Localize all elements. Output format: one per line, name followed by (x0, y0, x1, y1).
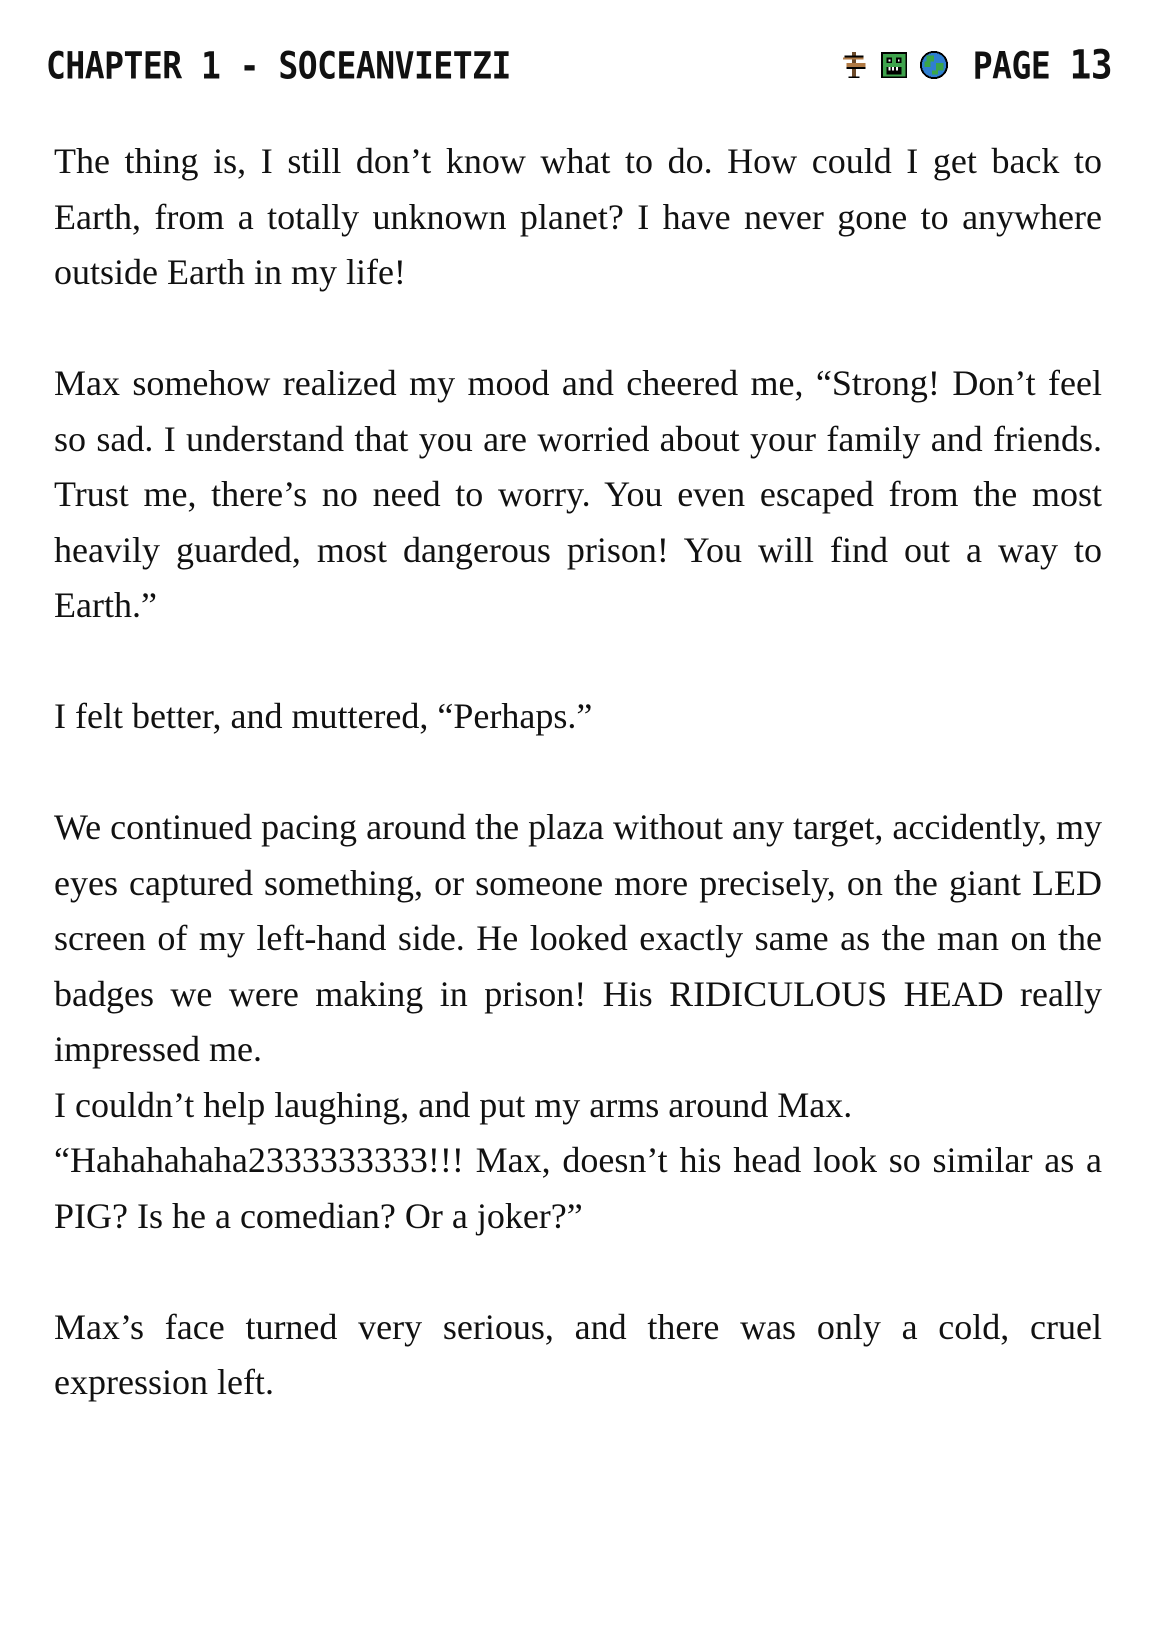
chapter-title: CHAPTER 1 - SOCEANVIETZI (46, 43, 511, 87)
paragraph-gap (54, 1244, 1102, 1300)
header-right (839, 42, 1112, 88)
earth-globe-icon (919, 50, 949, 80)
story-text (54, 134, 1102, 1411)
signpost-icon (839, 50, 869, 80)
paragraph-gap (54, 745, 1102, 801)
paragraph: We continued pacing around the plaza without any target, accidently, my eyes captured something, or someone more precisely, on the giant LED screen of my left-hand side. He looked exactly same as the man on the badges we were making in prison! His RIDICULOUS HEAD really impressed me. (54, 807, 1102, 1069)
paragraph: The thing is, I still don’t know what to do. How could I get back to Earth, from a totally unknown planet? I have never gone to anywhere outside Earth in my life! (54, 141, 1102, 292)
page-number: 13 (1069, 42, 1112, 88)
paragraph: “Hahahahaha2333333333!!! Max, doesn’t his head look so similar as a PIG? Is he a comedian? Or a joker?” (54, 1140, 1102, 1236)
page-word: PAGE (972, 43, 1051, 87)
paragraph-gap (54, 634, 1102, 690)
robot-face-icon (879, 50, 909, 80)
page-label (973, 42, 1112, 88)
paragraph: Max somehow realized my mood and cheered me, “Strong! Don’t feel so sad. I understand that you are worried about your family and friends. Trust me, there’s no need to worry. You even escaped from the most heavily guarded, most dangerous prison! You will find out a way to Earth.” (54, 363, 1102, 625)
page-header (46, 40, 1112, 90)
paragraph: Max’s face turned very serious, and there was only a cold, cruel expression left. (54, 1306, 1102, 1402)
paragraph: I felt better, and muttered, “Perhaps.” (54, 696, 593, 736)
paragraph: I couldn’t help laughing, and put my arms around Max. (54, 1084, 853, 1125)
paragraph-gap (54, 301, 1102, 357)
